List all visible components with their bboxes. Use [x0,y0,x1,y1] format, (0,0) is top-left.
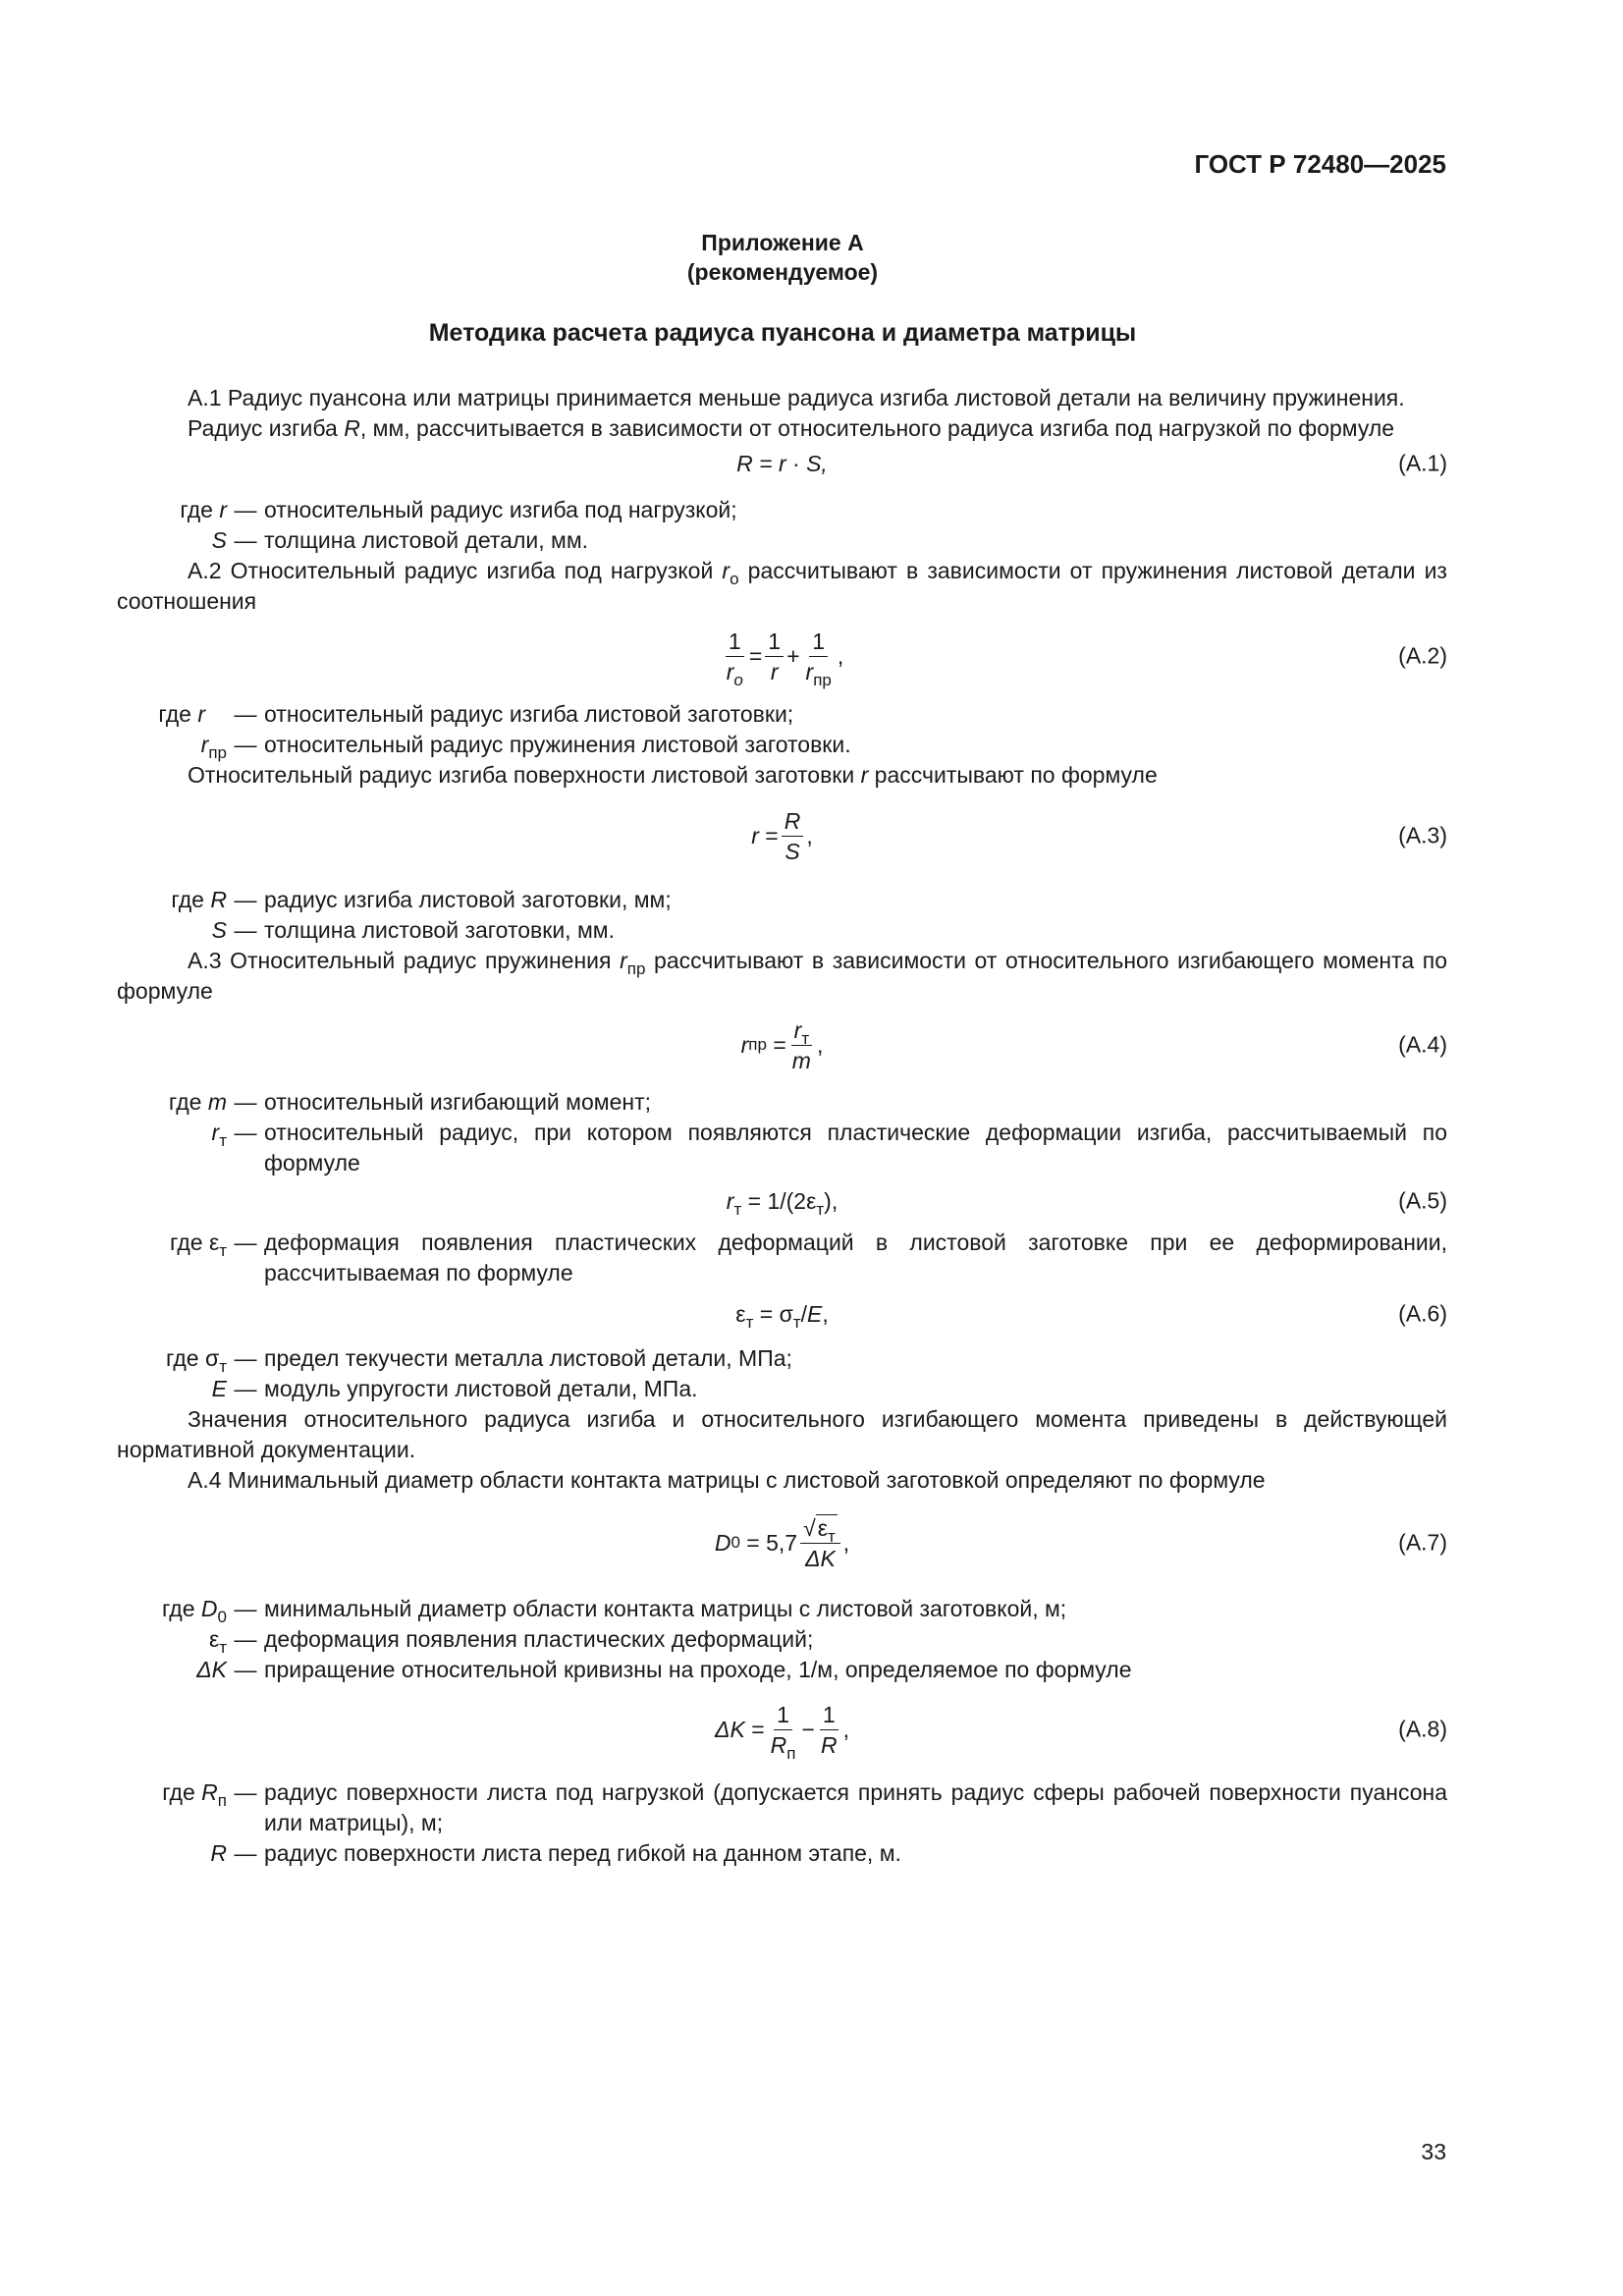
formula-a8: ΔK = $\frac{1}{R_п}$ − $\frac{1}{R}$ , (А.8) [715,1701,1447,1763]
formula-a5: $r_т = 1/(2\varepsilon_т)$, (А.5) [726,1187,1447,1219]
paragraph-a4: А.4 Минимальный диаметр области контакта матрицы с листовой заготовкой определяют по формуле [188,1467,1266,1493]
document-number: ГОСТ Р 72480—2025 [1194,149,1446,179]
formula-a6-number: (А.6) [1398,1300,1447,1327]
where-list-a6: где $\sigma_т$ — предел текучести металла листовой детали, МПа; E — модуль упругости листовой детали, МПа. [166,1345,792,1401]
appendix-status: (рекомендуемое) [686,259,879,285]
where-list-a3: где R — радиус изгиба листовой заготовки, мм; S — толщина листовой заготовки, мм. [171,887,672,943]
paragraph-a3-values: Значения относительного радиуса изгиба и относительного изгибающего момента приведены в действующей нормативной документации. [117,1406,1447,1462]
where-list-a8: где $R_п$ — радиус поверхности листа под нагрузкой (допускается принять радиус сферы рабочей поверхности пуансона или матрицы), м; R — радиус поверхности листа перед гибкой на данном этапе, м. [162,1779,1447,1866]
formula-a5-number: (А.5) [1398,1187,1447,1214]
formula-a4-number: (А.4) [1398,1031,1447,1058]
formula-a7: D 0 = 5,7 $\frac{√\varepsilon_т}{\Delta K}$ , (А.7) [714,1514,1447,1571]
document-body [117,383,1447,1869]
formula-a4: r пр = $\frac{r_т}{m}$ , (А.4) [740,1016,1447,1073]
formula-a2: $\frac{1}{r_o}$ = $\frac{1}{r}$ + $\frac{1}{r_{пр}}$ , (А.2) [726,628,1447,689]
paragraph-a2: А.2 Относительный радиус изгиба под нагрузкой $r_o$ рассчитывают в зависимости от пружинения листовой детали из соотношения [117,558,1447,614]
where-list-a2: где r — относительный радиус изгиба листовой заготовки; $r_{пр}$ — относительный радиус пружинения листовой заготовки. [158,701,851,762]
formula-a1-expr: R = r · S, [736,450,828,476]
paragraph-a1-formula-intro: Радиус изгиба R, мм, рассчитывается в зависимости от относительного радиуса изгиба под нагрузкой по формуле [188,415,1395,441]
paragraph-a2-surface: Относительный радиус изгиба поверхности листовой заготовки r рассчитывают по формуле [188,762,1158,788]
appendix-heading [0,228,1565,287]
formula-a1 [117,444,1447,483]
formula-a8-number: (А.8) [1398,1716,1447,1742]
formula-a2-number: (А.2) [1398,642,1447,669]
page-title: Методика расчета радиуса пуансона и диаметра матрицы [428,319,1137,347]
where-list-a4: где m — относительный изгибающий момент; $r_т$ — относительный радиус, при котором появляются пластические деформации изгиба, рассчитываемый по формуле [168,1089,1447,1175]
formula-a7-number: (А.7) [1398,1529,1447,1556]
where-list-a5: где $\varepsilon_т$ — деформация появления пластических деформаций в листовой заготовке при ее деформировании, рассчитываемая по формуле [169,1230,1447,1285]
formula-a6: $\varepsilon_т = \sigma_т/E$, (А.6) [735,1300,1447,1332]
where-list-a1: где r — относительный радиус изгиба под нагрузкой; S — толщина листовой детали, мм. [180,497,737,553]
formula-a1-number: (А.1) [1398,450,1447,476]
where-list-a7: где $D_0$ — минимальный диаметр области контакта матрицы с листовой заготовкой, м; $\varepsilon_т$ — деформация появления пластических деформаций; ΔK — приращение относительной кривизны на проходе, 1/м, определяемое по формуле [161,1596,1132,1682]
page-number: 33 [1421,2139,1446,2164]
formula-a3-number: (А.3) [1398,822,1447,848]
appendix-label: Приложение А [701,230,864,255]
formula-a3: r = $\frac{R}{S}$ , (А.3) [751,807,1447,864]
paragraph-a3: А.3 Относительный радиус пружинения $r_{пр}$ рассчитывают в зависимости от относительного изгибающего момента по формуле [117,948,1447,1004]
paragraph-a1: А.1 Радиус пуансона или матрицы принимается меньше радиуса изгиба листовой детали на величину пружинения. [188,385,1405,410]
